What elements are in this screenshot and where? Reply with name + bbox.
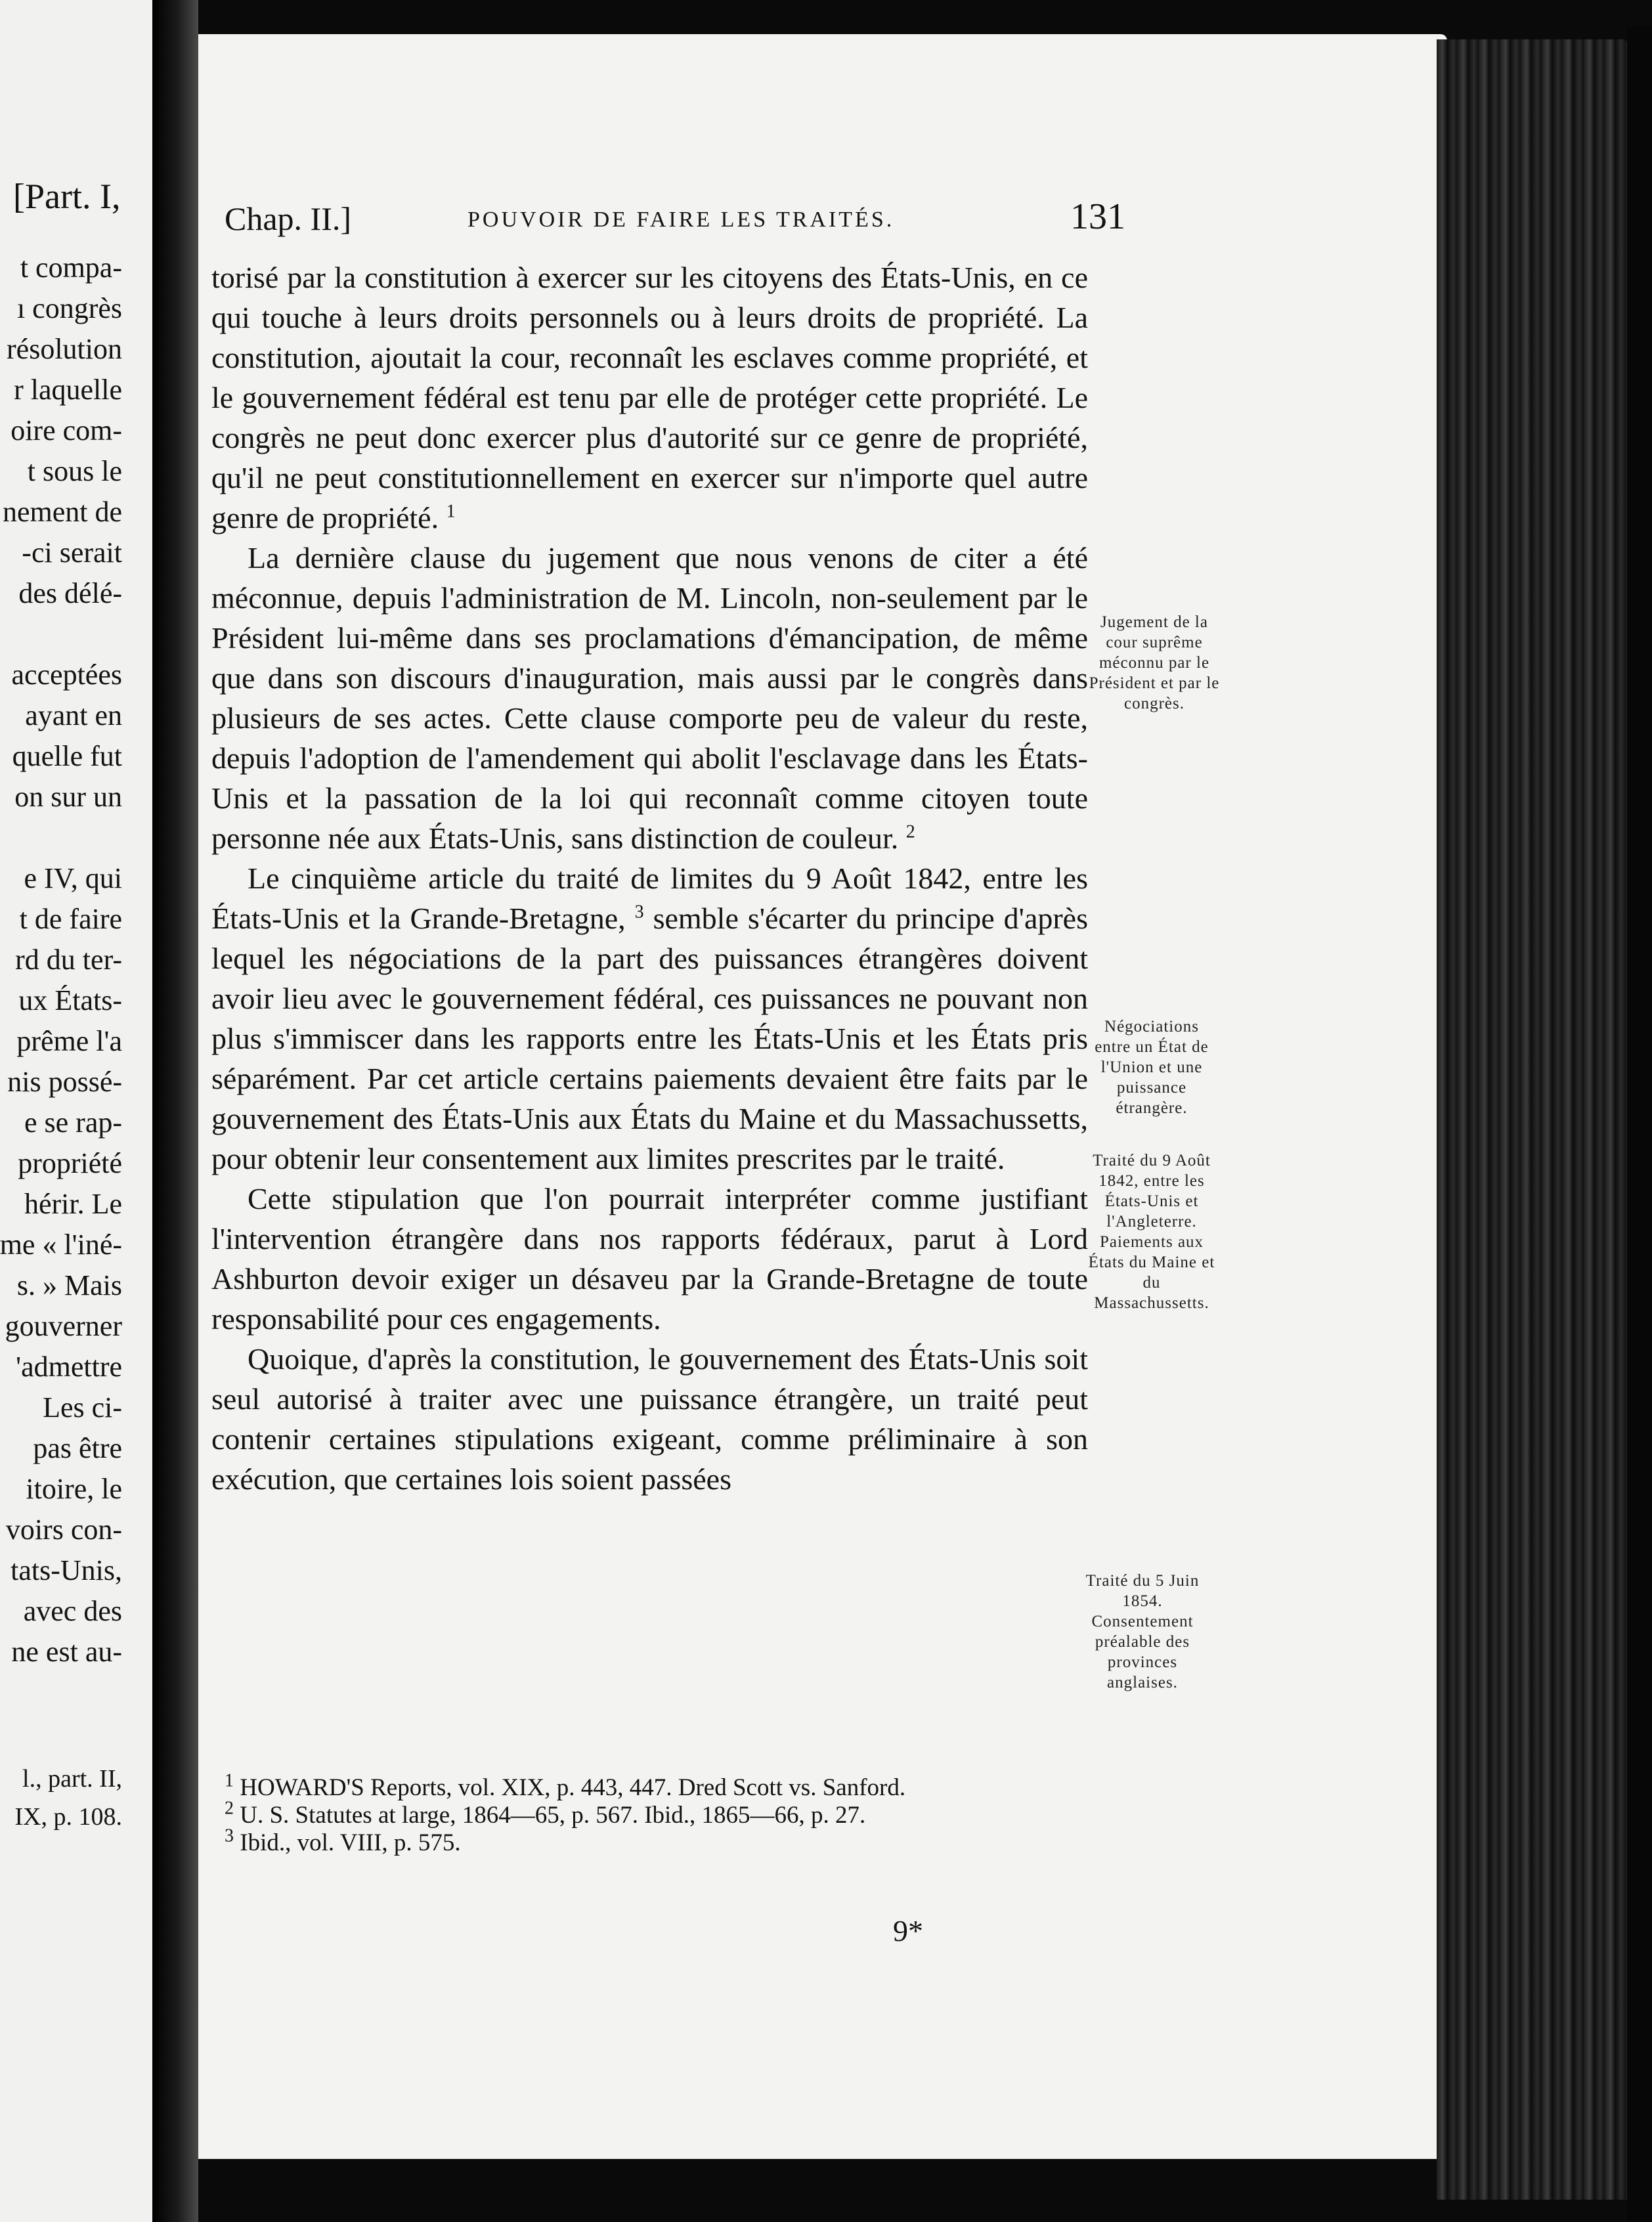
facing-line: gouverner [5, 1310, 122, 1342]
footnote: $^2$ U. S. Statutes at large, 1864—65, p. 567. Ibid., 1865—66, p. 27. [225, 1798, 866, 1829]
facing-line: r laquelle [14, 374, 122, 406]
facing-page-fragment [0, 0, 152, 2222]
facing-line: t de faire [19, 903, 122, 935]
facing-line: -ci serait [22, 536, 122, 569]
margin-note: Traité du 9 Août 1842, entre les États-Unis et l'Angleterre. Paiements aux États du Maine et du Massachussetts. [1088, 1152, 1215, 1312]
paragraph: Cette stipulation que l'on pourrait interpréter comme justifiant l'intervention étrangère dans nos rapports fédéraux, parut à Lord Ashburton devoir exiger un désaveu par la Grande-Bretagne de toute responsabilité pour ces engagements. [211, 1182, 1088, 1336]
footnote-ref: 3 [634, 902, 644, 923]
chapter-label: Chap. II.] [225, 200, 351, 237]
facing-line: quelle fut [12, 740, 122, 772]
facing-line: me « l'iné- [0, 1229, 122, 1261]
facing-line: rd du ter- [15, 944, 122, 976]
facing-line: itoire, le [26, 1473, 122, 1505]
facing-line: t compa- [20, 251, 122, 284]
signature-mark: 9* [893, 1914, 923, 1948]
footnote-ref: 2 [905, 821, 915, 842]
facing-line: e se rap- [24, 1106, 122, 1139]
paragraph: Le cinquième article du traité de limites du 9 Août 1842, entre les États-Unis et la Grande-Bretagne, $^3$ semble s'écarter du principe d'après lequel les négociations de la part des puissances étrangères doivent avoir lieu avec le gouvernement fédéral, ces puissances ne pouvant non plus s'immiscer dans les rapports entre les États-Unis et les États pris séparément. Par cet article certains paiements devaient être faits par le gouvernement des États-Unis aux États du Maine et du Massachussetts, pour obtenir leur consentement aux limites prescrites par le traité. [211, 861, 1088, 1175]
facing-line: résolution [7, 333, 122, 365]
facing-line: ne est au- [11, 1636, 122, 1668]
page-number: 131 [1070, 196, 1125, 237]
facing-line: 'admettre [16, 1351, 122, 1383]
facing-line: s. » Mais [16, 1269, 122, 1301]
facing-line: t sous le [27, 455, 122, 487]
facing-line: avec des [23, 1595, 122, 1627]
facing-line: pas être [33, 1432, 122, 1464]
paragraph: La dernière clause du jugement que nous venons de citer a été méconnue, depuis l'administration de M. Lincoln, non-seulement par le Président lui-même dans ses proclamations d'émancipation, de même que dans son discours d'inauguration, mais aussi par le congrès dans plusieurs de ses actes. Cette clause comporte peu de valeur du reste, depuis l'adoption de l'amendement qui abolit l'esclavage dans les États-Unis et la passation de la loi qui reconnaît comme citoyen toute personne née aux États-Unis, sans distinction de couleur. $^2$ [211, 541, 1088, 855]
facing-footnote-line: l., part. II, [22, 1765, 122, 1793]
page-header [225, 186, 1288, 246]
facing-line: propriété [18, 1147, 122, 1179]
facing-line: tats-Unis, [11, 1554, 122, 1586]
footnotes [225, 1770, 1101, 1857]
edge-shadow [1627, 26, 1652, 2222]
facing-line: ayant en [25, 699, 122, 731]
paragraph: Quoique, d'après la constitution, le gouvernement des États-Unis soit seul autorisé à traiter avec une puissance étrangère, un traité peut contenir certaines stipulations exigeant, comme préliminaire à son exécution, que certaines lois soient passées [211, 1342, 1088, 1496]
facing-footnote-line: IX, p. 108. [14, 1803, 122, 1831]
running-title: POUVOIR DE FAIRE LES TRAITÉS. [467, 207, 895, 232]
facing-line: e IV, qui [24, 862, 122, 894]
facing-line: Les ci- [43, 1391, 122, 1424]
body-text [211, 257, 1088, 1499]
page-block-edge [1437, 39, 1627, 2200]
facing-line: nement de [2, 496, 122, 528]
facing-line: voirs con- [5, 1514, 122, 1546]
margin-note: Négociations entre un État de l'Union et une puissance étrangère. [1095, 1018, 1209, 1117]
facing-line: ı congrès [16, 292, 122, 324]
footnote-ref: 1 [446, 501, 456, 522]
paragraph: torisé par la constitution à exercer sur les citoyens des États-Unis, en ce qui touche à leurs droits personnels ou à leurs droits de propriété. La constitution, ajoutait la cour, reconnaît les esclaves comme propriété, et le gouvernement fédéral est tenu par elle de protéger cette propriété. Le congrès ne peut donc exercer plus d'autorité sur ce genre de propriété, qu'il ne peut constitutionnellement en exercer sur n'importe quel autre genre de propriété. $^1$ [211, 261, 1088, 534]
facing-line: nis possé- [7, 1066, 122, 1098]
facing-line: des délé- [18, 577, 122, 609]
facing-line: hérir. Le [24, 1188, 122, 1220]
facing-line: acceptées [11, 659, 122, 691]
facing-page-header: [Part. I, [13, 177, 121, 216]
book-gutter [152, 0, 198, 2222]
margin-note: Traité du 5 Juin 1854. Consentement préalable des provinces anglaises. [1085, 1572, 1200, 1691]
footnote: $^1$ HOWARD'S Reports, vol. XIX, p. 443, 447. Dred Scott vs. Sanford. [225, 1770, 906, 1801]
facing-line: oire com- [11, 414, 122, 447]
facing-line: prême l'a [16, 1025, 122, 1057]
footnote: $^3$ Ibid., vol. VIII, p. 575. [225, 1825, 461, 1856]
facing-line: on sur un [14, 781, 122, 813]
book-page [198, 34, 1447, 2159]
facing-line: ux États- [18, 984, 122, 1016]
margin-note: Jugement de la cour suprême méconnu par le Président et par le congrès. [1089, 613, 1220, 712]
